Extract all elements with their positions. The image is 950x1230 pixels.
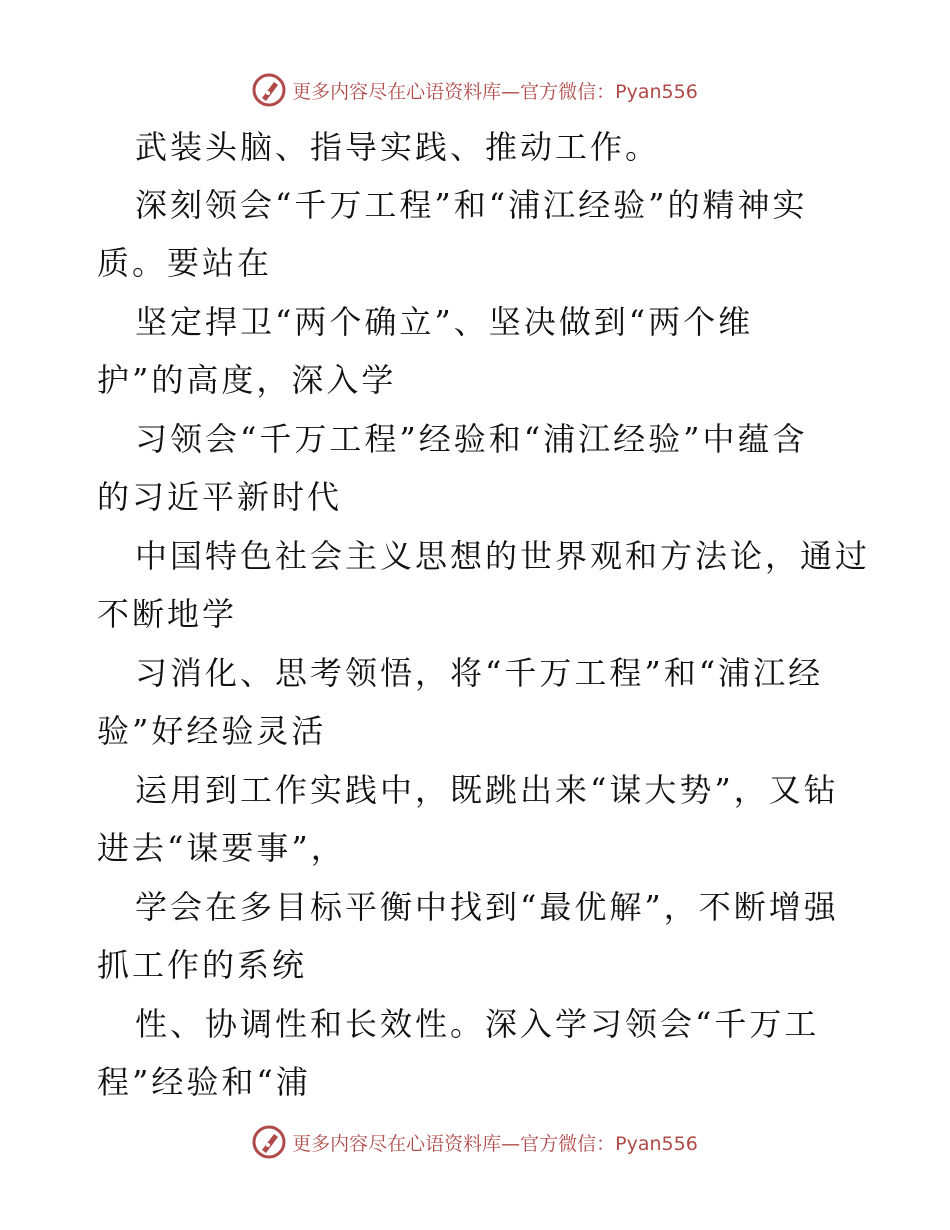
text-line: 深刻领会“千万工程”和“浦江经验”的精神实 bbox=[135, 186, 808, 224]
pen-nib-logo-icon bbox=[252, 1125, 286, 1159]
header-banner-id: Pyan556 bbox=[615, 80, 698, 103]
text-line: 进去“谋要事”， bbox=[97, 829, 346, 867]
text-line: 护”的高度，深入学 bbox=[97, 361, 397, 399]
footer-banner-text bbox=[292, 1129, 698, 1156]
text-line: 习领会“千万工程”经验和“浦江经验”中蕴含 bbox=[135, 420, 808, 458]
text-line: 武装头脑、指导实践、推动工作。 bbox=[135, 128, 661, 166]
text-line: 质。要站在 bbox=[97, 244, 273, 282]
text-line: 抓工作的系统 bbox=[97, 946, 308, 984]
text-line: 的习近平新时代 bbox=[97, 478, 343, 516]
footer-banner-id: Pyan556 bbox=[615, 1132, 698, 1155]
text-line: 性、协调性和长效性。深入学习领会“千万工 bbox=[135, 1005, 820, 1043]
text-line: 坚定捍卫“两个确立”、坚决做到“两个维 bbox=[135, 303, 754, 341]
text-line: 习消化、思考领悟，将“千万工程”和“浦江经 bbox=[135, 654, 824, 692]
text-line: 验”好经验灵活 bbox=[97, 712, 327, 750]
text-line: 学会在多目标平衡中找到“最优解”，不断增强 bbox=[135, 888, 839, 926]
text-line: 运用到工作实践中，既跳出来“谋大势”，又钻 bbox=[135, 771, 839, 809]
text-line: 中国特色社会主义思想的世界观和方法论，通过 bbox=[135, 537, 871, 575]
footer-banner bbox=[0, 1122, 950, 1162]
text-line: 程”经验和“浦 bbox=[97, 1063, 311, 1101]
text-line: 不断地学 bbox=[97, 595, 238, 633]
footer-banner-label: 更多内容尽在心语资料库—官方微信： bbox=[292, 1132, 616, 1155]
header-banner-label: 更多内容尽在心语资料库—官方微信： bbox=[292, 80, 616, 103]
